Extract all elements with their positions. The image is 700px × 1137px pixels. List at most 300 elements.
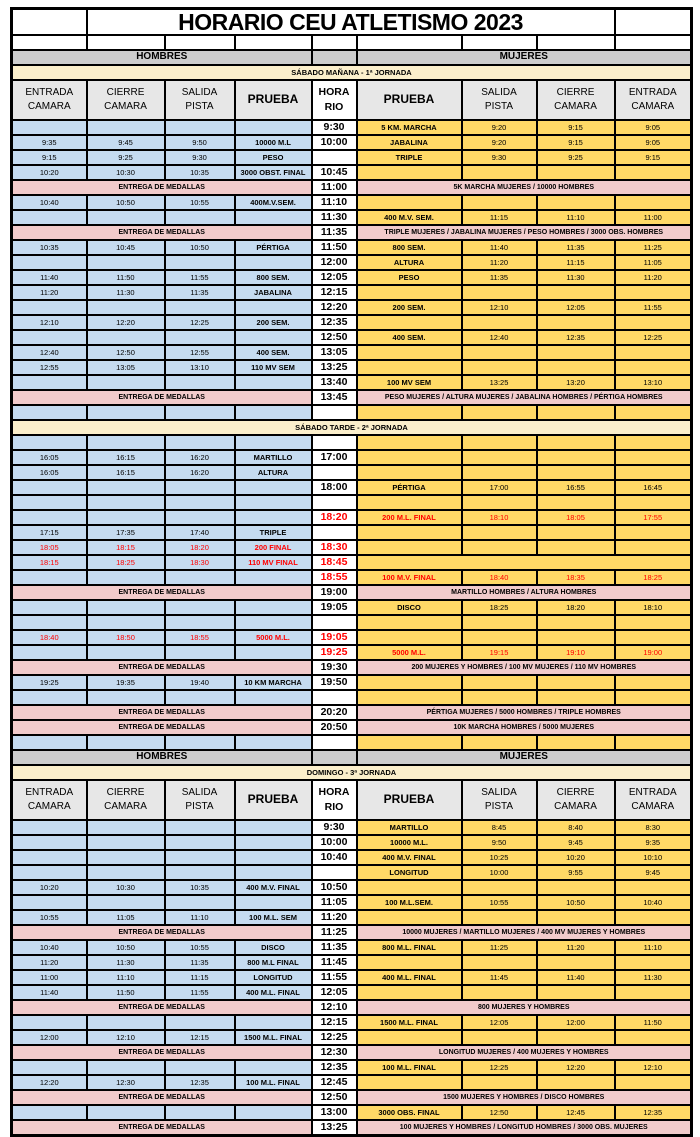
event-cell: PESO <box>235 150 312 165</box>
column-header: CIERRE CAMARA <box>537 80 615 120</box>
time-cell: 13:10 <box>165 360 235 375</box>
time-cell: 11:55 <box>615 300 692 315</box>
schedule-row <box>12 895 692 910</box>
time-cell <box>615 465 692 480</box>
event-cell <box>235 645 312 660</box>
time-cell: 11:40 <box>12 985 87 1000</box>
hora-cell: 11:50 <box>312 240 357 255</box>
event-cell: TRIPLE <box>235 525 312 540</box>
hora-cell <box>312 865 357 880</box>
time-cell <box>615 435 692 450</box>
spacer-cell <box>537 35 615 50</box>
schedule-row <box>12 330 692 345</box>
time-cell <box>615 195 692 210</box>
time-cell: 11:05 <box>87 910 165 925</box>
time-cell: 8:40 <box>537 820 615 835</box>
event-cell: 800 SEM. <box>235 270 312 285</box>
time-cell: 11:35 <box>165 285 235 300</box>
time-cell: 9:15 <box>537 120 615 135</box>
time-cell: 10:35 <box>165 880 235 895</box>
time-cell: 16:15 <box>87 465 165 480</box>
time-cell <box>615 985 692 1000</box>
column-header: SALIDA PISTA <box>462 780 537 820</box>
event-cell <box>235 255 312 270</box>
session-title-row <box>12 65 692 80</box>
time-cell <box>87 405 165 420</box>
event-cell <box>235 495 312 510</box>
schedule-row <box>12 880 692 895</box>
time-cell: 18:20 <box>165 540 235 555</box>
time-cell <box>537 315 615 330</box>
event-cell: LONGITUD <box>235 970 312 985</box>
event-cell <box>357 675 462 690</box>
hora-cell: 13:05 <box>312 345 357 360</box>
time-cell: 9:20 <box>462 135 537 150</box>
schedule-row <box>12 630 692 645</box>
time-cell <box>87 300 165 315</box>
schedule-row <box>12 495 692 510</box>
time-cell <box>462 465 537 480</box>
column-header: SALIDA PISTA <box>165 780 235 820</box>
event-cell: 400 SEM. <box>235 345 312 360</box>
time-cell: 16:05 <box>12 465 87 480</box>
event-cell <box>235 300 312 315</box>
time-cell: 11:15 <box>537 255 615 270</box>
time-cell <box>12 820 87 835</box>
time-cell <box>462 735 537 750</box>
schedule-row <box>12 300 692 315</box>
time-cell <box>165 835 235 850</box>
event-cell: 10 KM MARCHA <box>235 675 312 690</box>
event-cell: 200 SEM. <box>357 300 462 315</box>
schedule-row <box>12 285 692 300</box>
column-header: PRUEBA <box>357 80 462 120</box>
schedule-row <box>12 255 692 270</box>
hombres-band: HOMBRES <box>12 50 312 65</box>
event-cell <box>235 615 312 630</box>
time-cell: 9:05 <box>615 135 692 150</box>
event-cell: 100 M.L. FINAL <box>357 1060 462 1075</box>
medals-summary-cell: PESO MUJERES / ALTURA MUJERES / JABALINA HOMBRES / PÉRTIGA HOMBRES <box>357 390 692 405</box>
time-cell <box>87 255 165 270</box>
time-cell <box>165 495 235 510</box>
event-cell <box>235 120 312 135</box>
hora-cell <box>312 465 357 480</box>
time-cell <box>537 405 615 420</box>
event-cell: 400 SEM. <box>357 330 462 345</box>
time-cell <box>462 615 537 630</box>
time-cell: 10:55 <box>165 940 235 955</box>
time-cell <box>165 255 235 270</box>
time-cell: 17:15 <box>12 525 87 540</box>
time-cell <box>615 495 692 510</box>
schedule-row <box>12 970 692 985</box>
time-cell: 11:50 <box>87 985 165 1000</box>
time-cell <box>537 1075 615 1090</box>
time-cell <box>615 165 692 180</box>
hora-cell <box>312 150 357 165</box>
event-cell <box>357 345 462 360</box>
schedule-row <box>12 1030 692 1045</box>
hora-cell: 12:30 <box>312 1045 357 1060</box>
gender-band-spacer-cell <box>312 50 357 65</box>
medals-cell: ENTREGA DE MEDALLAS <box>12 720 312 735</box>
time-cell: 12:55 <box>165 345 235 360</box>
time-cell: 11:25 <box>462 940 537 955</box>
time-cell: 12:40 <box>462 330 537 345</box>
schedule-row <box>12 570 692 585</box>
hora-cell: 19:05 <box>312 630 357 645</box>
hora-cell: 12:45 <box>312 1075 357 1090</box>
time-cell: 9:15 <box>12 150 87 165</box>
time-cell <box>537 910 615 925</box>
schedule-row <box>12 345 692 360</box>
event-cell: MARTILLO <box>235 450 312 465</box>
time-cell: 10:45 <box>87 240 165 255</box>
time-cell: 18:05 <box>537 510 615 525</box>
schedule-row <box>12 835 692 850</box>
time-cell: 12:00 <box>12 1030 87 1045</box>
time-cell <box>537 345 615 360</box>
event-cell: 10000 M.L. <box>357 835 462 850</box>
time-cell: 11:15 <box>165 970 235 985</box>
hora-cell: 12:50 <box>312 1090 357 1105</box>
time-cell: 16:20 <box>165 465 235 480</box>
event-cell: JABALINA <box>357 135 462 150</box>
event-cell: 10000 M.L <box>235 135 312 150</box>
time-cell: 11:50 <box>87 270 165 285</box>
hora-cell <box>312 690 357 705</box>
schedule-row <box>12 165 692 180</box>
time-cell: 10:30 <box>87 880 165 895</box>
schedule-row <box>12 195 692 210</box>
time-cell <box>165 865 235 880</box>
time-cell: 12:25 <box>462 1060 537 1075</box>
time-cell: 10:50 <box>87 940 165 955</box>
event-cell <box>357 525 462 540</box>
medals-summary-cell: 800 MUJERES Y HOMBRES <box>357 1000 692 1015</box>
time-cell <box>12 835 87 850</box>
schedule-row <box>12 150 692 165</box>
time-cell <box>537 630 615 645</box>
time-cell <box>87 895 165 910</box>
time-cell: 13:10 <box>615 375 692 390</box>
time-cell: 18:25 <box>87 555 165 570</box>
time-cell: 11:30 <box>615 970 692 985</box>
medals-cell: ENTREGA DE MEDALLAS <box>12 390 312 405</box>
time-cell <box>165 615 235 630</box>
time-cell <box>165 820 235 835</box>
schedule-row <box>12 1120 692 1136</box>
hora-cell: 20:20 <box>312 705 357 720</box>
time-cell: 11:55 <box>165 270 235 285</box>
time-cell <box>462 540 537 555</box>
time-cell <box>12 405 87 420</box>
time-cell <box>12 895 87 910</box>
medals-cell: ENTREGA DE MEDALLAS <box>12 1000 312 1015</box>
title-row <box>12 9 692 36</box>
time-cell: 17:55 <box>615 510 692 525</box>
event-cell: TRIPLE <box>357 150 462 165</box>
time-cell: 18:55 <box>165 630 235 645</box>
event-cell <box>235 1105 312 1120</box>
time-cell <box>165 120 235 135</box>
time-cell <box>462 985 537 1000</box>
time-cell <box>615 540 692 555</box>
hora-cell: 13:40 <box>312 375 357 390</box>
medals-summary-cell: 200 MUJERES Y HOMBRES / 100 MV MUJERES / 110 MV HOMBRES <box>357 660 692 675</box>
event-cell: 3000 OBST. FINAL <box>235 165 312 180</box>
event-cell <box>235 570 312 585</box>
hora-cell: 12:35 <box>312 1060 357 1075</box>
medals-cell: ENTREGA DE MEDALLAS <box>12 585 312 600</box>
medals-cell: ENTREGA DE MEDALLAS <box>12 1090 312 1105</box>
time-cell: 12:50 <box>462 1105 537 1120</box>
time-cell: 16:05 <box>12 450 87 465</box>
schedule-row <box>12 210 692 225</box>
time-cell: 10:10 <box>615 850 692 865</box>
time-cell: 19:35 <box>87 675 165 690</box>
event-cell <box>235 820 312 835</box>
time-cell <box>615 690 692 705</box>
session-title: DOMINGO - 3ª JORNADA <box>12 765 692 780</box>
time-cell <box>537 985 615 1000</box>
time-cell <box>165 405 235 420</box>
time-cell <box>12 480 87 495</box>
time-cell <box>165 210 235 225</box>
medals-cell: ENTREGA DE MEDALLAS <box>12 660 312 675</box>
time-cell: 11:45 <box>462 970 537 985</box>
time-cell: 11:40 <box>12 270 87 285</box>
schedule-row <box>12 405 692 420</box>
time-cell: 10:20 <box>12 880 87 895</box>
column-header-row <box>12 780 692 820</box>
time-cell: 9:45 <box>537 835 615 850</box>
time-cell: 10:55 <box>165 195 235 210</box>
time-cell <box>165 330 235 345</box>
time-cell: 19:25 <box>12 675 87 690</box>
event-cell <box>235 510 312 525</box>
time-cell: 18:40 <box>12 630 87 645</box>
time-cell <box>537 450 615 465</box>
gender-band-row <box>12 750 692 765</box>
time-cell <box>12 1015 87 1030</box>
time-cell: 16:55 <box>537 480 615 495</box>
event-cell: 5 KM. MARCHA <box>357 120 462 135</box>
schedule-row <box>12 540 692 555</box>
page-title: HORARIO CEU ATLETISMO 2023 <box>87 9 615 36</box>
time-cell <box>12 300 87 315</box>
time-cell: 11:30 <box>87 285 165 300</box>
time-cell: 9:20 <box>462 120 537 135</box>
time-cell: 17:00 <box>462 480 537 495</box>
time-cell <box>615 615 692 630</box>
time-cell: 11:10 <box>537 210 615 225</box>
schedule-row <box>12 1075 692 1090</box>
mujeres-band: MUJERES <box>357 50 692 65</box>
time-cell: 12:10 <box>12 315 87 330</box>
schedule-row <box>12 525 692 540</box>
schedule-row <box>12 925 692 940</box>
time-cell <box>462 690 537 705</box>
time-cell <box>462 285 537 300</box>
time-cell <box>165 645 235 660</box>
time-cell: 10:00 <box>462 865 537 880</box>
time-cell: 13:05 <box>87 360 165 375</box>
time-cell: 11:15 <box>462 210 537 225</box>
time-cell <box>537 435 615 450</box>
hora-cell: 12:25 <box>312 1030 357 1045</box>
time-cell: 9:55 <box>537 865 615 880</box>
schedule-row <box>12 1105 692 1120</box>
schedule-row <box>12 1090 692 1105</box>
time-cell <box>12 120 87 135</box>
time-cell <box>615 405 692 420</box>
time-cell <box>462 1075 537 1090</box>
event-cell: 200 FINAL <box>235 540 312 555</box>
time-cell <box>12 1105 87 1120</box>
event-cell <box>357 1030 462 1045</box>
time-cell: 9:35 <box>12 135 87 150</box>
event-cell <box>235 480 312 495</box>
time-cell <box>615 1075 692 1090</box>
time-cell: 11:10 <box>615 940 692 955</box>
time-cell <box>12 375 87 390</box>
event-cell: 400 M.V. FINAL <box>357 850 462 865</box>
schedule-row <box>12 120 692 135</box>
event-cell: 1500 M.L. FINAL <box>235 1030 312 1045</box>
hora-cell: 19:50 <box>312 675 357 690</box>
time-cell <box>537 690 615 705</box>
time-cell <box>615 525 692 540</box>
time-cell <box>615 675 692 690</box>
hora-cell: 11:00 <box>312 180 357 195</box>
hora-cell: 11:10 <box>312 195 357 210</box>
schedule-row <box>12 940 692 955</box>
column-header-row <box>12 80 692 120</box>
schedule-row <box>12 705 692 720</box>
event-cell: ALTURA <box>235 465 312 480</box>
schedule-row <box>12 180 692 195</box>
event-cell <box>357 360 462 375</box>
time-cell <box>537 465 615 480</box>
time-cell <box>87 600 165 615</box>
time-cell <box>462 1030 537 1045</box>
schedule-row <box>12 450 692 465</box>
hora-cell: 12:10 <box>312 1000 357 1015</box>
time-cell: 11:50 <box>615 1015 692 1030</box>
hora-cell: 19:25 <box>312 645 357 660</box>
hora-cell: 10:40 <box>312 850 357 865</box>
hora-cell: 12:05 <box>312 985 357 1000</box>
time-cell: 19:15 <box>462 645 537 660</box>
time-cell: 10:40 <box>615 895 692 910</box>
time-cell: 10:50 <box>87 195 165 210</box>
hora-cell: 11:35 <box>312 225 357 240</box>
time-cell: 10:35 <box>165 165 235 180</box>
time-cell <box>537 525 615 540</box>
session-title-row <box>12 420 692 435</box>
time-cell <box>87 120 165 135</box>
time-cell: 8:45 <box>462 820 537 835</box>
event-cell: 400 M.L. FINAL <box>357 970 462 985</box>
time-cell <box>87 210 165 225</box>
time-cell: 11:40 <box>462 240 537 255</box>
time-cell: 10:40 <box>12 940 87 955</box>
column-header: SALIDA PISTA <box>462 80 537 120</box>
schedule-row <box>12 675 692 690</box>
time-cell: 11:40 <box>537 970 615 985</box>
event-cell <box>357 615 462 630</box>
time-cell: 18:40 <box>462 570 537 585</box>
hora-cell: 12:50 <box>312 330 357 345</box>
medals-summary-cell: 5K MARCHA MUJERES / 10000 HOMBRES <box>357 180 692 195</box>
schedule-row <box>12 225 692 240</box>
event-cell: DISCO <box>357 600 462 615</box>
time-cell: 9:35 <box>615 835 692 850</box>
hora-cell: 18:45 <box>312 555 357 570</box>
time-cell: 11:35 <box>165 955 235 970</box>
schedule-row <box>12 1000 692 1015</box>
spacer-cell <box>87 35 165 50</box>
time-cell <box>462 495 537 510</box>
time-cell: 10:40 <box>12 195 87 210</box>
schedule-row <box>12 360 692 375</box>
spacer-row <box>12 35 692 50</box>
event-cell: 400 M.V. SEM. <box>357 210 462 225</box>
event-cell <box>357 495 462 510</box>
column-header: HORA RIO <box>312 80 357 120</box>
time-cell: 12:05 <box>537 300 615 315</box>
column-header: ENTRADA CAMARA <box>12 780 87 820</box>
time-cell: 12:45 <box>537 1105 615 1120</box>
time-cell <box>12 210 87 225</box>
event-cell <box>357 910 462 925</box>
event-cell <box>235 330 312 345</box>
schedule-row <box>12 510 692 525</box>
time-cell <box>537 615 615 630</box>
session-title: SÁBADO MAÑANA - 1ª JORNADA <box>12 65 692 80</box>
event-cell: 400 M.V. FINAL <box>235 880 312 895</box>
time-cell: 9:45 <box>87 135 165 150</box>
time-cell: 12:20 <box>537 1060 615 1075</box>
gender-band-spacer-cell <box>312 750 357 765</box>
time-cell <box>462 880 537 895</box>
event-cell: 3000 OBS. FINAL <box>357 1105 462 1120</box>
time-cell <box>615 955 692 970</box>
hora-cell: 12:35 <box>312 315 357 330</box>
time-cell <box>165 850 235 865</box>
event-cell <box>235 435 312 450</box>
medals-summary-cell: LONGITUD MUJERES / 400 MUJERES Y HOMBRES <box>357 1045 692 1060</box>
time-cell: 11:35 <box>462 270 537 285</box>
time-cell <box>165 600 235 615</box>
column-header: PRUEBA <box>357 780 462 820</box>
time-cell: 16:45 <box>615 480 692 495</box>
time-cell <box>165 690 235 705</box>
hora-cell: 17:00 <box>312 450 357 465</box>
time-cell: 12:20 <box>12 1075 87 1090</box>
time-cell <box>87 570 165 585</box>
schedule-row <box>12 735 692 750</box>
time-cell <box>462 195 537 210</box>
time-cell: 18:30 <box>165 555 235 570</box>
hora-cell: 11:45 <box>312 955 357 970</box>
time-cell <box>87 645 165 660</box>
time-cell <box>537 735 615 750</box>
time-cell <box>537 285 615 300</box>
event-cell <box>235 405 312 420</box>
